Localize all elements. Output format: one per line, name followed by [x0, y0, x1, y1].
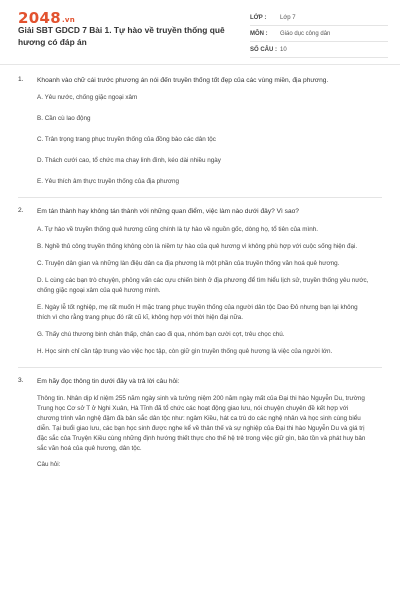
question-1 [0, 76, 400, 187]
option-g: G. Thấy chú thương binh chân thấp, chân cao đi qua, nhóm bạn cười cợt, trêu chọc chú. [37, 330, 285, 338]
header-divider [0, 64, 400, 65]
option-b: B. Nghề thủ công truyền thống không còn là niềm tự hào của quê hương vì không phù hợp với cuộc sống hiện đại. [37, 242, 358, 250]
question-number: 3. [18, 376, 24, 384]
meta-key: LỚP : [250, 14, 267, 21]
option-h: H. Học sinh chỉ cần tập trung vào việc học tập, còn giữ gìn truyền thống quê hương là việc của người lớn. [37, 347, 333, 355]
question-text: Khoanh vào chữ cái trước phương án nói đến truyền thống tốt đẹp của các vùng miền, địa phương. [37, 77, 329, 84]
option-a: A. Yêu nước, chống giặc ngoại xâm [37, 94, 138, 102]
meta-table [250, 10, 388, 58]
document-title: Giải SBT GDCD 7 Bài 1. Tự hào về truyền thống quê hương có đáp án [18, 25, 225, 47]
question-3 [0, 377, 400, 470]
meta-value: 10 [280, 46, 287, 53]
meta-key: MÔN : [250, 30, 268, 37]
info-paragraph: Thông tin. Nhân dịp kỉ niệm 255 năm ngày sinh và tưởng niệm 200 năm ngày mất của Đại thi hào Nguyễn Du, trường Trung học Cơ sở T ở Nghi Xuân, Hà Tĩnh đã tổ chức các hoạt động giao lưu, nói chuyện chuyên đề kết hợp với chương trình văn nghệ đậm đà bản sắc dân tộc như: ngâm Kiều, hát ca trù do các nghệ nhân và học sinh cùng biểu diễn. Tại buổi giao lưu, các bạn học sinh được nghe kể về thân thế và sự nghiệp của Đại thi hào Nguyễn Du và giá trị đặc sắc của Truyện Kiều cùng những định hướng thiết thực cho thế hệ trẻ trong việc giữ gìn, bảo tồn và phát huy bản sắc văn hoá của quê hương, dân tộc. [37, 395, 366, 453]
page-header [0, 0, 400, 64]
question-text: Em hãy đọc thông tin dưới đây và trả lời câu hỏi: [37, 377, 180, 385]
option-e: E. Ngày lễ tốt nghiệp, mẹ rất muốn H mặc trang phục truyền thống của người dân tộc Dao Đỏ nhưng bạn lại không thích vì cho rằng trang phục đó rất cũ kĩ, không hợp với thời hiện đại nữa. [37, 303, 358, 321]
question-2 [0, 207, 400, 356]
logo-text: 2048 [18, 9, 61, 27]
meta-row-subject [250, 26, 388, 42]
logo-tld: .vn [61, 16, 76, 24]
question-prompt: Câu hỏi: [37, 461, 61, 469]
meta-value: Lớp 7 [280, 14, 296, 21]
option-d: D. L cùng các bạn trò chuyện, phỏng vấn các cựu chiến binh ở địa phương để tìm hiểu lịch sử, truyền thống yêu nước, chống giặc ngoại xâm của quê hương mình. [37, 276, 369, 294]
question-separator [18, 367, 382, 368]
meta-value: Giáo dục công dân [280, 30, 331, 37]
option-c: C. Trân trọng trang phục truyền thống của đồng bào các dân tộc [37, 136, 216, 144]
option-a: A. Tự hào về truyền thống quê hương cũng chính là tự hào về nguồn gốc, dòng họ, tổ tiên của mình. [37, 225, 318, 233]
question-separator [18, 197, 382, 198]
question-list [0, 76, 400, 470]
meta-row-class [250, 10, 388, 26]
question-number: 2. [18, 207, 24, 215]
meta-key: SỐ CÂU : [250, 46, 277, 53]
question-text: Em tán thành hay không tán thành với những quan điểm, việc làm nào dưới đây? Vì sao? [37, 208, 299, 216]
question-number: 1. [18, 76, 24, 83]
option-d: D. Thách cưới cao, tổ chức ma chay linh đình, kéo dài nhiều ngày [37, 157, 221, 165]
option-b: B. Cần cù lao động [37, 115, 91, 123]
option-c: C. Truyện dân gian và những làn điệu dân ca địa phương là một phần của truyền thống văn hoá quê hương. [37, 259, 340, 267]
meta-row-count [250, 42, 388, 58]
option-e: E. Yêu thích âm thực truyền thống của địa phương [37, 178, 179, 186]
